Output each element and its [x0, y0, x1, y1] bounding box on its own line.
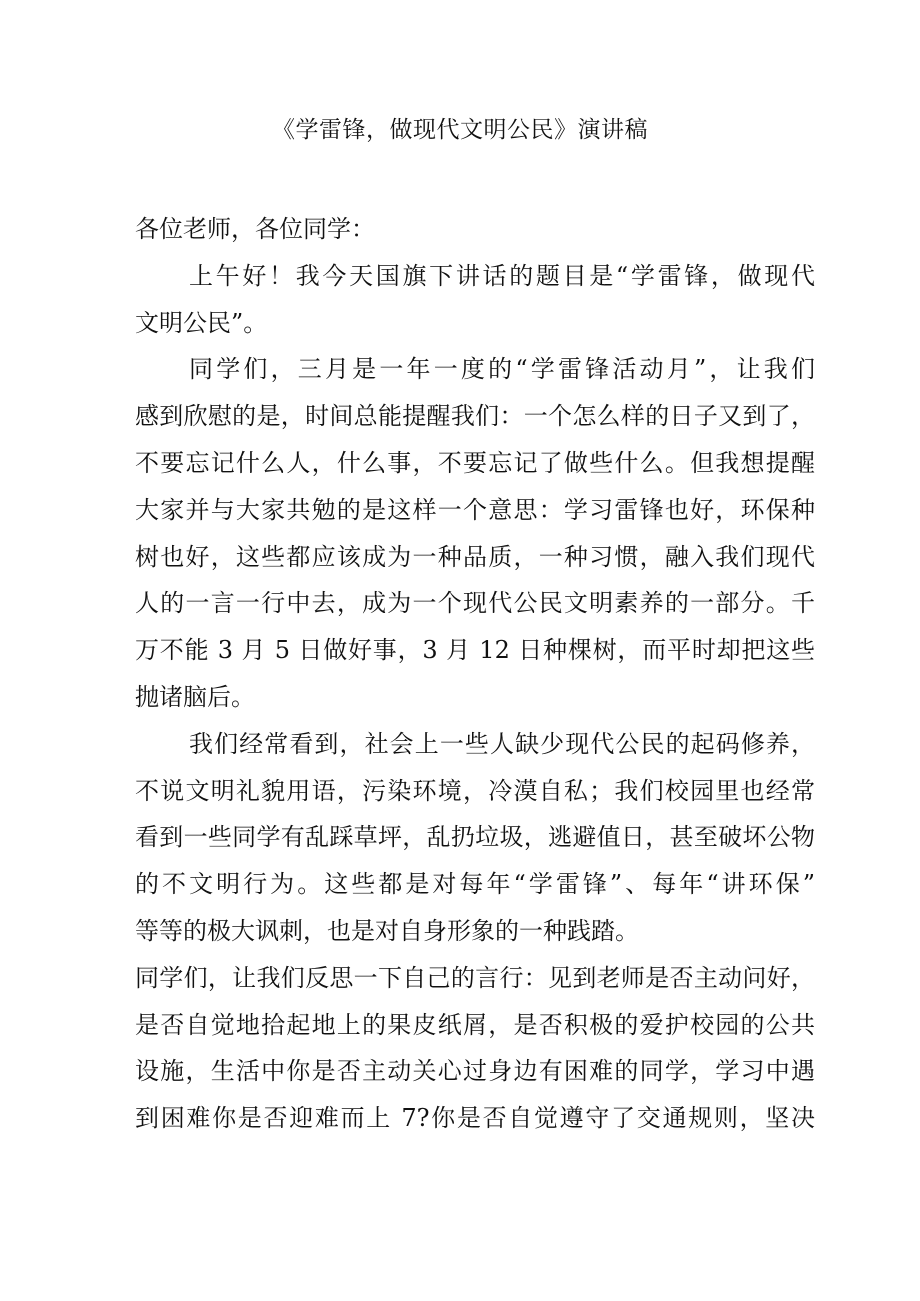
paragraph-1-line-1: 上午好！我今天国旗下讲话的题目是“学雷锋，做现代 [189, 261, 815, 290]
paragraph-4-line-1: 同学们，让我们反思一下自己的言行：见到老师是否主动问好， [135, 963, 815, 992]
paragraph-3-line-4: 的不文明行为。这些都是对每年“学雷锋”、每年“讲环保” [135, 870, 815, 899]
paragraph-2-line-6: 人的一言一行中去，成为一个现代公民文明素养的一部分。千 [135, 589, 815, 618]
paragraph-2-line-1: 同学们，三月是一年一度的“学雷锋活动月”，让我们 [189, 355, 815, 384]
paragraph-4-line-2: 是否自觉地拾起地上的果皮纸屑，是否积极的爱护校园的公共 [135, 1010, 815, 1039]
salutation-line: 各位老师，各位同学： [135, 215, 375, 243]
paragraph-2-line-5: 树也好，这些都应该成为一种品质，一种习惯，融入我们现代 [135, 542, 815, 571]
paragraph-1-line-2: 文明公民”。 [135, 308, 268, 337]
paragraph-4-line-4: 到困难你是否迎难而上 7?你是否自觉遵守了交通规则，坚决 [135, 1104, 815, 1133]
paragraph-3-line-1: 我们经常看到，社会上一些人缺少现代公民的起码修养， [189, 729, 815, 758]
paragraph-3-line-3: 看到一些同学有乱踩草坪，乱扔垃圾，逃避值日，甚至破坏公物 [135, 823, 815, 852]
paragraph-3-line-2: 不说文明礼貌用语，污染环境，冷漠自私；我们校园里也经常 [135, 776, 815, 805]
paragraph-2-line-7: 万不能 3 月 5 日做好事，3 月 12 日种棵树，而平时却把这些 [135, 636, 815, 665]
paragraph-2-line-8: 抛诸脑后。 [135, 682, 255, 711]
paragraph-4-line-3: 设施，生活中你是否主动关心过身边有困难的同学，学习中遇 [135, 1057, 815, 1086]
paragraph-2-line-2: 感到欣慰的是，时间总能提醒我们：一个怎么样的日子又到了， [135, 402, 815, 431]
document-body [135, 206, 815, 1142]
document-title: 《学雷锋，做现代文明公民》演讲稿 [272, 117, 648, 143]
paragraph-3-line-5: 等等的极大讽刺，也是对自身形象的一种践踏。 [135, 916, 639, 945]
paragraph-2-line-4: 大家并与大家共勉的是这样一个意思：学习雷锋也好，环保种 [135, 495, 815, 524]
paragraph-2-line-3: 不要忘记什么人，什么事，不要忘记了做些什么。但我想提醒 [135, 448, 815, 477]
